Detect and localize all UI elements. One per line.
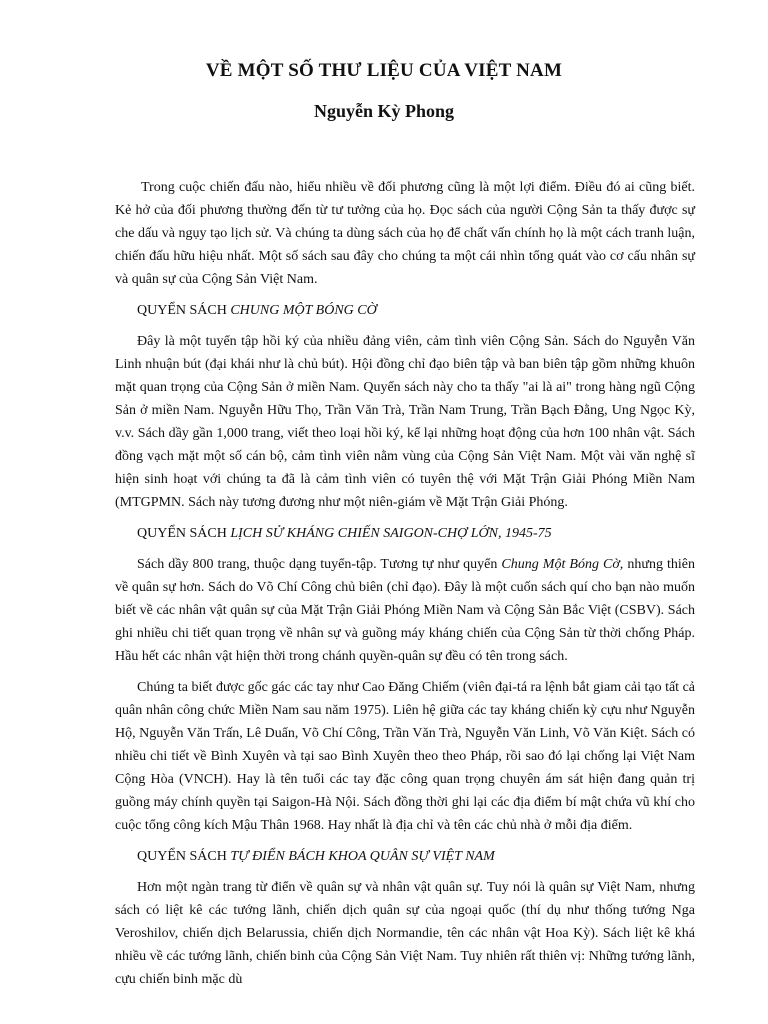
section2-paragraph-1 <box>115 553 695 668</box>
section-heading-prefix: QUYỂN SÁCH <box>137 303 231 318</box>
document-title: VỀ MỘT SỐ THƯ LIỆU CỦA VIỆT NAM <box>205 60 563 81</box>
book-title: CHUNG MỘT BÓNG CỜ <box>230 303 377 318</box>
paragraph-text: nhưng thiên về quân sự hơn. Sách do Võ Chí Công chủ biên (chỉ đạo). Đây là một cuốn sách quí cho bạn nào muốn biết về các nhân vật quân sự của Mặt Trận Giải Phóng Miền Nam và Cộng Sản Bắc Việt (CSBV). Sách ghi nhiều chi tiết quan trọng về nhân sự và guồng máy kháng chiến của Cộng Sản từ thời chống Pháp. Hầu hết các nhân vật hiện thời trong chánh quyền-quân sự đều có tên trong sách. <box>115 557 695 664</box>
book-title: TỰ ĐIỂN BÁCH KHOA QUÂN SỰ VIỆT NAM <box>230 849 495 864</box>
section-heading-prefix: QUYỂN SÁCH <box>137 849 231 864</box>
document-body <box>115 176 695 999</box>
inline-book-title: Chung Một Bóng Cờ, <box>501 557 624 572</box>
section-heading-chung-mot-bong-co <box>115 299 695 322</box>
section3-paragraph: Hơn một ngàn trang từ điển về quân sự và nhân vật quân sự. Tuy nói là quân sự Việt Nam, nhưng sách có liệt kê các tướng lãnh, chiến dịch quân sự của ngoại quốc (thí dụ như thống tướng Nga Veroshilov, chiến dịch Belarussia, chiến dịch Normandie, tên các nhân vật Hoa Kỳ). Sách liệt kê khá nhiều về các tướng lãnh, chiến binh của Cộng Sản Việt Nam. Tuy nhiên rất thiên vị: Những tướng lãnh, cựu chiến binh mặc dù <box>115 880 695 987</box>
book-title: LỊCH SỬ KHÁNG CHIẾN SAIGON-CHỢ LỚN, 1945-75 <box>230 526 552 541</box>
paragraph-text: Sách dầy 800 trang, thuộc dạng tuyển-tập. Tương tự như quyển <box>137 557 502 572</box>
intro-paragraph: Trong cuộc chiến đấu nào, hiểu nhiều về đối phương cũng là một lợi điểm. Điều đó ai cũng biết. Kẻ hở của đối phương thường đến từ tư tưởng của họ. Đọc sách của người Cộng Sản ta thấy được sự che dấu và ngụy tạo lịch sử. Và chúng ta dùng sách của họ để chất vấn chính họ là một cách tranh luận, chiến đấu hữu hiệu nhất. Một số sách sau đây cho chúng ta một cái nhìn tổng quát vào cơ cấu nhân sự và quân sự của Cộng Sản Việt Nam. <box>115 180 695 287</box>
author-name: Nguyễn Kỳ Phong <box>313 101 455 121</box>
section2-paragraph-2: Chúng ta biết được gốc gác các tay như Cao Đăng Chiếm (viên đại-tá ra lệnh bắt giam cải tạo tất cả quân nhân công chức Miền Nam sau năm 1975). Liên hệ giữa các tay kháng chiến kỳ cựu như Nguyễn Hộ, Nguyễn Văn Trấn, Lê Duẩn, Võ Chí Công, Trần Văn Trà, Nguyễn Văn Linh, Võ Văn Kiệt. Sách có nhiều chi tiết về Bình Xuyên và tại sao Bình Xuyên theo theo Pháp, rồi sao đó lại chống lại Việt Nam Cộng Hòa (VNCH). Hay là tên tuổi các tay đặc công quan trọng chuyên ám sát hiện đang quản trị guồng máy chính quyền tại Saigon-Hà Nội. Sách đồng thời ghi lại các địa điểm bí mật chứa vũ khí cho cuộc tổng công kích Mậu Thân 1968. Hay nhất là địa chỉ và tên các chủ nhà ở mỗi địa điểm. <box>115 680 695 833</box>
section-heading-lich-su-khang-chien <box>115 522 695 545</box>
section-heading-tu-dien-bach-khoa <box>115 845 695 868</box>
section1-paragraph: Đây là một tuyển tập hồi ký của nhiều đảng viên, cảm tình viên Cộng Sản. Sách do Nguyễn Văn Linh nhuận bút (đại khái như là chủ bút). Hội đồng chỉ đạo biên tập và ban biên tập gồm những khuôn mặt quan trọng của Cộng Sản ở miền Nam. Quyển sách này cho ta thấy "ai là ai" trong hàng ngũ Cộng Sản ở miền Nam. Nguyễn Hữu Thọ, Trần Văn Trà, Trần Nam Trung, Trần Bạch Đằng, Ung Ngọc Kỳ, v.v. Sách dầy gần 1,000 trang, viết theo loại hồi ký, kể lại những hoạt động của hơn 100 nhân vật. Sách đồng vạch mặt một số cán bộ, cảm tình viên nằm vùng của Cộng Sản Việt Nam. Một vài văn nghệ sĩ hiện sinh hoạt với chúng ta đã là cảm tình viên có tuyên thệ với Mặt Trận Giải Phóng Miền Nam (MTGPMN. Sách này tương đương như một niên-giám về Mặt Trận Giải Phóng. <box>115 334 695 510</box>
section-heading-prefix: QUYỂN SÁCH <box>137 526 231 541</box>
